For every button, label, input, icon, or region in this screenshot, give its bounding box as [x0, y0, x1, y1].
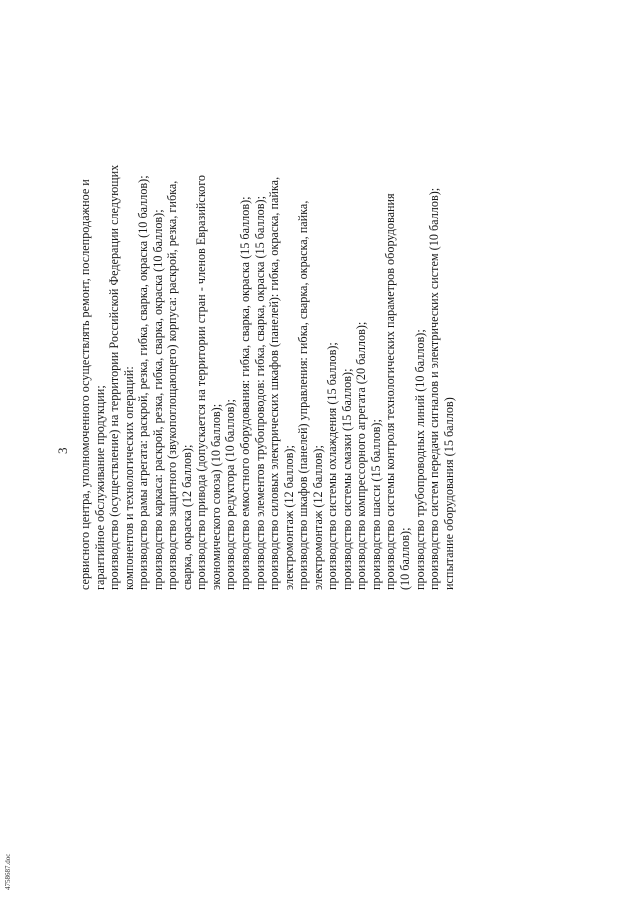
text-line: производство защитного (звукопоглощающего) корпуса: раскрой, резка, гибка, — [165, 180, 180, 590]
text-line: производство трубопроводных линий (10 баллов); — [412, 329, 427, 590]
text-line: экономического союза) (10 баллов); — [208, 403, 223, 590]
text-line: производство емкостного оборудования: гибка, сварка, окраска (15 баллов); — [238, 196, 253, 590]
text-line: гарантийное обслуживание продукции; — [92, 385, 107, 590]
text-line: (10 баллов); — [398, 527, 413, 590]
text-line: электромонтаж (12 баллов); — [310, 445, 325, 590]
text-line: сервисного центра, уполномоченного осуществлять ремонт, послепродажное и — [78, 179, 92, 590]
text-line: производство системы охлаждения (15 баллов); — [325, 342, 340, 590]
text-line: производство силовых электрических шкафов (панелей): гибка, окраска, пайка, — [267, 176, 282, 590]
page-number: 3 — [55, 447, 70, 454]
text-line: производство редуктора (10 баллов); — [223, 399, 238, 590]
text-line: производство элементов трубопроводов: гибка, сварка, окраска (15 баллов); — [252, 196, 267, 590]
text-line: производство шкафов (панелей) управления: гибка, сварка, окраска, пайка, — [296, 200, 311, 590]
text-line: производство рамы агрегата: раскрой, резка, гибка, сварка, окраска (10 баллов); — [136, 175, 151, 590]
text-line: производство привода (допускается на территории стран - членов Евразийского — [194, 174, 209, 590]
text-line: электромонтаж (12 баллов); — [281, 445, 296, 590]
text-line: испытание оборудования (15 баллов) — [441, 397, 456, 590]
text-line: сварка, окраска (12 баллов); — [179, 444, 194, 590]
text-line: производство шасси (15 баллов); — [368, 419, 383, 590]
document-file-id: 4758687.doc — [4, 853, 12, 890]
text-line: производство каркаса: раскрой, резка, гибка, сварка, окраска (10 баллов); — [150, 209, 165, 590]
document-body — [78, 50, 456, 590]
text-line: производство системы смазки (15 баллов); — [339, 368, 354, 590]
text-line: производство (осуществление) на территории Российской Федерации следующих — [107, 164, 122, 590]
text-line: компонентов и технологических операций: — [121, 366, 136, 590]
text-line: производство компрессорного агрегата (20 баллов); — [354, 321, 369, 590]
text-line: производство систем передачи сигналов и электрических систем (10 баллов); — [427, 187, 442, 590]
text-line: производство системы контроля технологических параметров оборудования — [383, 193, 398, 590]
